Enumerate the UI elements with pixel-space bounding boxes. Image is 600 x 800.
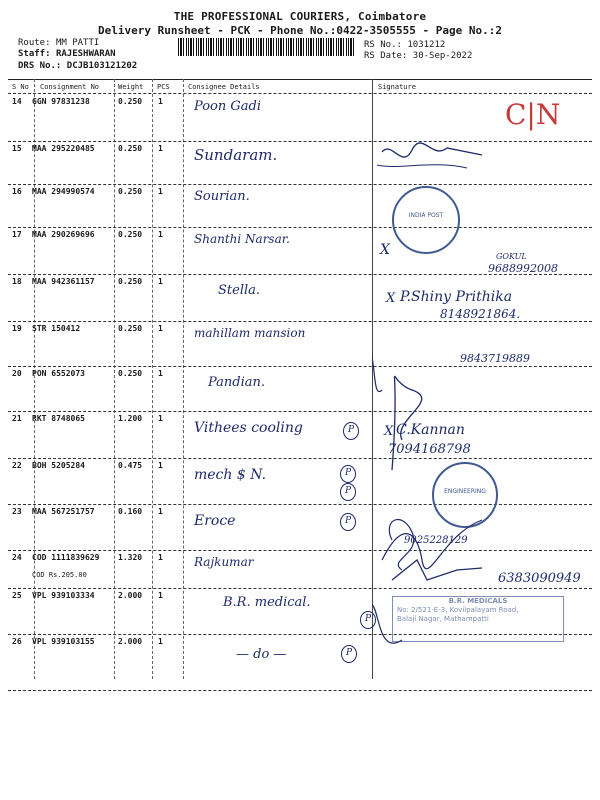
col-weight: Weight	[118, 83, 144, 91]
rs-date-value: 30-Sep-2022	[412, 51, 473, 61]
row-sno: 19	[12, 324, 22, 333]
row-weight: 0.250	[118, 324, 143, 333]
p-mark: P	[340, 513, 356, 531]
row-consignment: MAA 295220485	[32, 144, 95, 153]
signer-phone: 7094168798	[388, 442, 471, 457]
stamp-name: B.R. MEDICALS	[448, 597, 508, 605]
row-pcs: 1	[158, 369, 163, 378]
row-sno: 15	[12, 144, 22, 153]
row-cod-amount: COD Rs.205.00	[32, 571, 87, 579]
row-weight: 0.250	[118, 144, 143, 153]
signer-name: P.Shiny Prithika	[400, 289, 513, 305]
row-consignment: MAA 942361157	[32, 277, 95, 286]
signer-phone: 9843719889	[460, 352, 530, 365]
row-consignment: RKT 8748065	[32, 414, 85, 423]
row-sno: 18	[12, 277, 22, 286]
staff-label: Staff:	[18, 49, 51, 59]
route-label: Route:	[18, 38, 51, 48]
col-consignment: Consignment No	[40, 83, 100, 91]
row-pcs: 1	[158, 324, 163, 333]
row-weight: 0.250	[118, 230, 143, 239]
row-sno: 25	[12, 591, 22, 600]
row-consignment: VPL 939103155	[32, 637, 95, 646]
signer-phone: 9688992008	[488, 262, 558, 275]
row-sno: 16	[12, 187, 22, 196]
row-sno: 26	[12, 637, 22, 646]
row-consignment: PON 6552073	[32, 369, 85, 378]
signer-phone: 8148921864.	[440, 307, 521, 321]
row-consignee: Vithees cooling	[194, 420, 303, 436]
row-consignment: MAA 290269696	[32, 230, 95, 239]
row-pcs: 1	[158, 461, 163, 470]
row-sno: 24	[12, 553, 22, 562]
row-weight: 0.160	[118, 507, 143, 516]
row-sno: 23	[12, 507, 22, 516]
row-consignee: Pandian.	[208, 375, 266, 390]
row-pcs: 1	[158, 637, 163, 646]
mark-x: X	[384, 424, 394, 439]
runsheet-subtitle: Delivery Runsheet - PCK - Phone No.:0422-3505555 - Page No.:2	[98, 24, 502, 37]
staff-value: RAJESHWARAN	[55, 49, 116, 59]
row-consignment: MAA 294990574	[32, 187, 95, 196]
row-consignee: Poon Gadi	[194, 99, 261, 114]
row-weight: 0.475	[118, 461, 143, 470]
table-top-border	[8, 79, 592, 80]
stamp-address-line: No: 2/521-E-3, Kovilpalayam Road,	[397, 606, 519, 614]
rs-no-label: RS No.:	[364, 40, 402, 50]
row-pcs: 1	[158, 144, 163, 153]
p-mark: P	[341, 645, 357, 663]
signature-scribbles	[372, 140, 592, 690]
row-consignment: COD 1111839629	[32, 553, 100, 562]
row-consignee: Sundaram.	[194, 146, 278, 164]
row-pcs: 1	[158, 591, 163, 600]
rs-no-line	[364, 40, 445, 51]
row-pcs: 1	[158, 553, 163, 562]
row-sno: 14	[12, 97, 22, 106]
row-weight: 0.250	[118, 369, 143, 378]
row-weight: 0.250	[118, 187, 143, 196]
row-sno: 22	[12, 461, 22, 470]
mark-x: X	[380, 242, 390, 258]
row-pcs: 1	[158, 187, 163, 196]
row-consignee: mahillam mansion	[194, 326, 306, 340]
rs-date-label: RS Date:	[364, 51, 408, 61]
row-consignee: Sourian.	[194, 189, 250, 204]
row-pcs: 1	[158, 277, 163, 286]
drs-label: DRS No.:	[18, 61, 62, 71]
row-consignee: Stella.	[218, 283, 261, 298]
drs-line	[18, 61, 137, 72]
row-consignee: Eroce	[194, 513, 236, 529]
rs-date-line	[364, 51, 472, 62]
row-consignment: VPL 939103334	[32, 591, 95, 600]
row-sno: 17	[12, 230, 22, 239]
row-pcs: 1	[158, 507, 163, 516]
row-weight: 1.320	[118, 553, 143, 562]
row-pcs: 1	[158, 414, 163, 423]
row-sno: 21	[12, 414, 22, 423]
mark-x: X	[386, 291, 396, 306]
row-weight: 1.200	[118, 414, 143, 423]
stamp-text: INDIA POST	[408, 212, 444, 219]
company-title: THE PROFESSIONAL COURIERS, Coimbatore	[173, 10, 427, 23]
row-pcs: 1	[158, 230, 163, 239]
signer-name: GOKUL	[496, 252, 527, 261]
col-pcs: PCS	[157, 83, 170, 91]
table-bottom	[8, 690, 592, 691]
p-mark: P	[343, 422, 359, 440]
row-weight: 2.000	[118, 637, 143, 646]
row-consignee: B.R. medical.	[223, 595, 311, 610]
col-signature: Signature	[378, 83, 416, 91]
p-mark: P	[340, 483, 356, 501]
staff-line	[18, 49, 116, 60]
signer-phone: 9025228129	[404, 535, 468, 546]
cn-mark: C|N	[505, 98, 561, 131]
route-value: MM PATTI	[55, 38, 100, 48]
signer-phone: 6383090949	[498, 571, 581, 586]
p-mark: P	[340, 465, 356, 483]
stamp-address-line: Balaji Nagar, Mathampatti	[397, 615, 489, 623]
col-consignee: Consignee Details	[188, 83, 260, 91]
row-weight: 0.250	[118, 277, 143, 286]
col-sno: S No	[12, 83, 29, 91]
row-consignment: GGN 97831238	[32, 97, 90, 106]
row-consignee: — do —	[236, 647, 287, 662]
row-weight: 0.250	[118, 97, 143, 106]
row-consignee: Rajkumar	[194, 555, 254, 569]
signer-name: C.Kannan	[396, 422, 465, 438]
route-line	[18, 38, 99, 49]
row-weight: 2.000	[118, 591, 143, 600]
barcode	[178, 38, 354, 56]
stamp-text: ENGINEERING	[444, 488, 486, 495]
rs-no-value: 1031212	[407, 40, 446, 50]
row-consignment: MAA 567251757	[32, 507, 95, 516]
row-consignment: STR 150412	[32, 324, 81, 333]
row-consignee: mech $ N.	[194, 467, 267, 483]
row-pcs: 1	[158, 97, 163, 106]
header-separator	[8, 93, 592, 94]
row-consignment: BOH 5205284	[32, 461, 85, 470]
drs-value: DCJB103121202	[66, 61, 138, 71]
row-consignee: Shanthi Narsar.	[194, 232, 290, 246]
row-sno: 20	[12, 369, 22, 378]
p-mark: P	[360, 611, 376, 629]
